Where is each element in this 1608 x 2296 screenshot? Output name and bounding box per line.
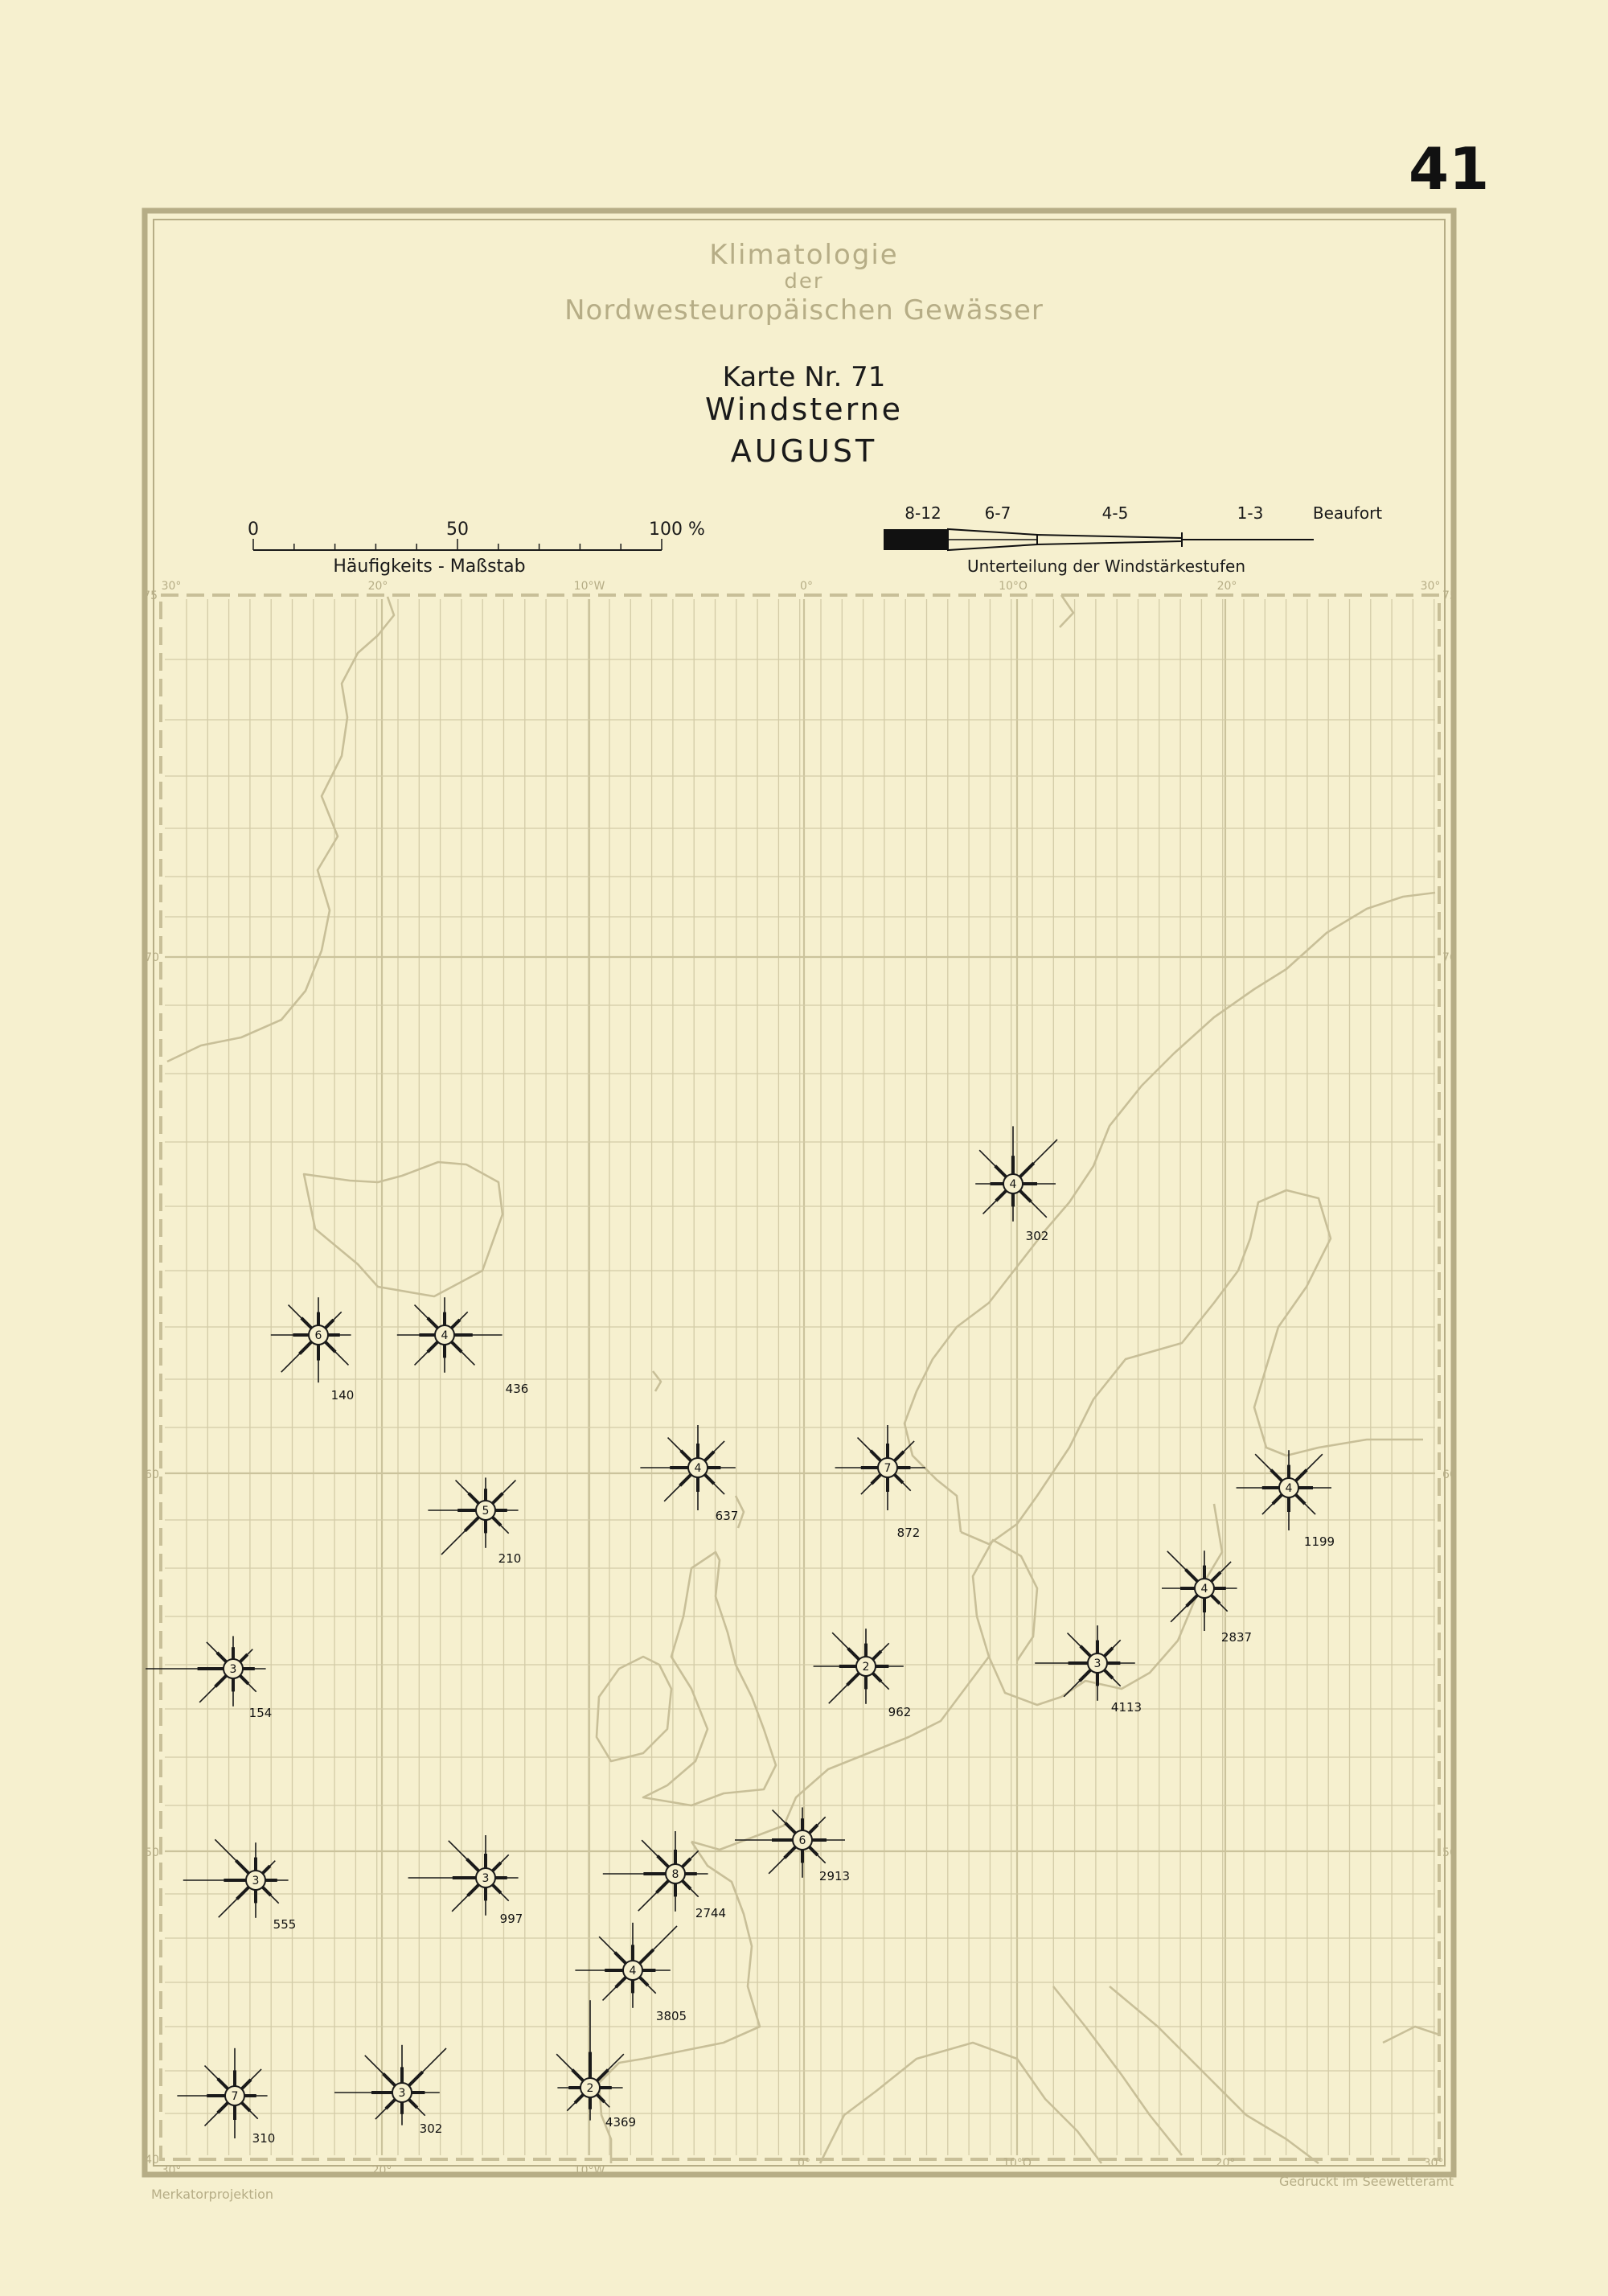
lon-bottom-10w: 10°W — [573, 2164, 605, 2177]
lon-bottom-20w: 20° — [371, 2164, 392, 2177]
wind-star-atlantic-west — [146, 1636, 272, 1720]
title-line-1: Klimatologie — [709, 239, 899, 271]
lat-left-70: 70 — [145, 951, 159, 964]
wind-star-portugal — [556, 2000, 636, 2130]
calm-value-western-baltic: 3 — [1093, 1657, 1101, 1670]
freq-scale-label: Häufigkeits - Maßstab — [333, 557, 526, 577]
coast-faroe — [653, 1371, 661, 1391]
obs-count-channel-approach: 2744 — [695, 1906, 727, 1920]
obs-count-atlantic-west: 154 — [248, 1706, 273, 1720]
calm-value-portugal: 2 — [586, 2082, 594, 2095]
chart-number: Karte Nr. 71 — [722, 361, 886, 393]
obs-count-iceland-east: 436 — [505, 1382, 529, 1396]
coast-svalbard-bits — [1060, 595, 1073, 627]
obs-count-channel: 2913 — [818, 1869, 851, 1883]
lon-bottom-20e: 20° — [1215, 2157, 1236, 2170]
bft-class-4: 1-3 — [1237, 503, 1264, 523]
freq-tick-50: 50 — [446, 520, 469, 540]
wind-stars — [146, 1126, 1335, 2146]
wind-star-azores — [177, 2048, 275, 2146]
lon-top-10w: 10°W — [573, 580, 605, 593]
coast-sweden-finland — [961, 1190, 1423, 1544]
coast-denmark — [973, 1540, 1037, 1661]
chart-name: Windsterne — [705, 392, 903, 427]
lat-right-50: 50 — [1442, 1846, 1457, 1859]
title-line-2: der — [784, 269, 824, 294]
calm-value-faroe-west: 5 — [482, 1505, 490, 1518]
lon-top-10e: 10°O — [999, 580, 1028, 593]
wind-star-iceland-west — [271, 1297, 355, 1403]
lat-left-50: 50 — [145, 1846, 159, 1859]
calm-value-atlantic-50n-mid: 3 — [482, 1872, 490, 1885]
graticule — [165, 599, 1435, 2155]
calm-value-biscay: 4 — [629, 1965, 637, 1978]
coast-britain — [643, 1552, 776, 1805]
obs-count-gulf-bothnia: 1199 — [1303, 1534, 1335, 1549]
calm-value-iceland-west: 6 — [314, 1329, 322, 1342]
obs-count-north-baltic: 2837 — [1220, 1630, 1253, 1645]
wind-star-channel — [735, 1807, 850, 1883]
lat-left-75: 75 — [143, 589, 158, 602]
freq-tick-100: 100 % — [649, 520, 705, 540]
footer-printer: Gedruckt im Seewetteramt — [1278, 2174, 1454, 2189]
lon-bottom-30w: 30° — [161, 2164, 182, 2177]
calm-value-north-sea: 2 — [862, 1661, 870, 1674]
obs-count-western-baltic: 4113 — [1110, 1700, 1142, 1715]
bft-scale-label: Unterteilung der Windstärkestufen — [966, 557, 1246, 576]
lat-left-60: 60 — [145, 1468, 159, 1481]
calm-value-atlantic-50n: 3 — [252, 1875, 260, 1887]
footer-projection: Merkatorprojektion — [151, 2187, 274, 2202]
bft-class-3: 4-5 — [1101, 503, 1129, 523]
calm-value-skagerrak: 7 — [884, 1462, 892, 1475]
title-line-3: Nordwesteuropäischen Gewässer — [564, 294, 1044, 327]
obs-count-atlantic-40n: 302 — [419, 2121, 443, 2136]
wind-star-faroe-west — [428, 1477, 521, 1566]
bft-class-1: 8-12 — [904, 503, 941, 523]
lon-bottom-30e: 30° — [1423, 2157, 1444, 2170]
obs-count-iceland-west: 140 — [330, 1388, 355, 1403]
wind-star-channel-approach — [603, 1831, 726, 1920]
lon-top-20w: 20° — [367, 580, 388, 593]
obs-count-atlantic-50n-mid: 997 — [499, 1912, 523, 1926]
obs-count-shetland: 637 — [715, 1509, 739, 1523]
page-number: 41 — [1409, 135, 1490, 203]
wind-star-skagerrak — [835, 1425, 925, 1540]
calm-value-channel: 6 — [798, 1834, 806, 1847]
beaufort-scale — [884, 503, 1382, 576]
lat-right-75: 75 — [1442, 589, 1457, 602]
lon-top-30w: 30° — [161, 580, 182, 593]
coast-greenland — [167, 597, 394, 1062]
coast-iceland — [304, 1162, 503, 1296]
lon-bottom-0: 0° — [798, 2157, 810, 2170]
calm-value-norway-coast: 4 — [1009, 1178, 1017, 1191]
obs-count-azores: 310 — [252, 2131, 276, 2146]
wind-star-atlantic-40n — [334, 2045, 446, 2136]
obs-count-portugal: 4369 — [605, 2115, 637, 2130]
obs-count-biscay: 3805 — [655, 2009, 687, 2023]
lon-top-0: 0° — [800, 580, 813, 593]
lon-top-20e: 20° — [1216, 580, 1237, 593]
calm-value-gulf-bothnia: 4 — [1285, 1482, 1293, 1495]
calm-value-north-baltic: 4 — [1200, 1583, 1208, 1596]
chart-month: AUGUST — [730, 433, 878, 469]
wind-star-north-baltic — [1162, 1551, 1252, 1645]
calm-value-channel-approach: 8 — [671, 1868, 679, 1881]
freq-tick-0: 0 — [248, 520, 259, 540]
obs-count-north-sea: 962 — [888, 1705, 912, 1719]
obs-count-skagerrak: 872 — [896, 1526, 921, 1540]
bft-bar-4-5 — [1037, 535, 1182, 544]
bft-bar-8-12 — [884, 529, 948, 550]
lat-right-60: 60 — [1442, 1468, 1457, 1481]
lat-right-70: 70 — [1442, 951, 1457, 964]
wind-star-atlantic-50n-mid — [408, 1835, 523, 1926]
calm-value-iceland-east: 4 — [441, 1329, 449, 1342]
calm-value-atlantic-west: 3 — [229, 1663, 237, 1676]
obs-count-faroe-west: 210 — [498, 1551, 522, 1566]
bft-unit: Beaufort — [1312, 503, 1383, 523]
wind-star-gulf-bothnia — [1237, 1450, 1335, 1549]
calm-value-azores: 7 — [231, 2090, 239, 2103]
obs-count-atlantic-50n: 555 — [273, 1917, 297, 1932]
wind-star-atlantic-50n — [183, 1839, 297, 1932]
wind-star-iceland-east — [397, 1297, 529, 1396]
coast-balkans — [1110, 1986, 1319, 2163]
bft-class-2: 6-7 — [984, 503, 1011, 523]
coast-mediterranean — [820, 2043, 1101, 2163]
frequency-scale — [248, 520, 705, 577]
calm-value-shetland: 4 — [694, 1462, 702, 1475]
lon-bottom-10e: 10°O — [1003, 2157, 1032, 2170]
wind-star-north-sea — [814, 1629, 912, 1719]
calm-value-atlantic-40n: 3 — [398, 2087, 406, 2100]
obs-count-norway-coast: 302 — [1025, 1229, 1049, 1243]
lon-top-30e: 30° — [1420, 580, 1441, 593]
lat-left-40: 40 — [145, 2154, 159, 2167]
